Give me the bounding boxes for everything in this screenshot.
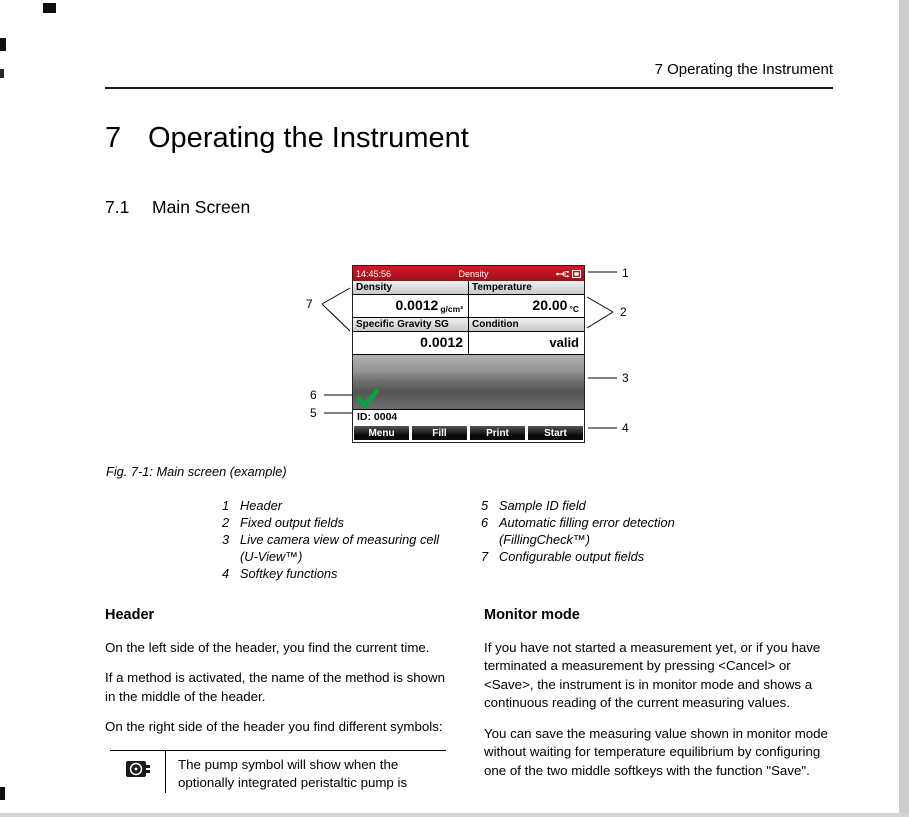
legend-item xyxy=(481,497,751,514)
figure-legend-left xyxy=(222,497,477,582)
pump-icon xyxy=(125,759,151,779)
legend-line: Configurable output fields xyxy=(499,549,645,564)
legend-number: 3 xyxy=(222,532,230,547)
legend-number: 6 xyxy=(481,515,489,530)
paragraph: If a method is activated, the name of the method is shown in the middle of the header. xyxy=(105,670,445,704)
scan-artifact xyxy=(43,3,56,13)
sample-id-field: ID: 0004 xyxy=(353,410,584,424)
scan-artifact xyxy=(0,38,6,51)
legend-item xyxy=(222,565,477,582)
legend-line: Softkey functions xyxy=(240,566,338,581)
section-number: 7.1 xyxy=(105,197,130,217)
softkey-menu: Menu xyxy=(354,426,409,440)
section-title xyxy=(105,197,250,218)
field-value-temperature: 20.00 °C xyxy=(469,295,584,317)
callout-3: 3 xyxy=(622,371,629,385)
screen-header-icons xyxy=(556,270,581,278)
legend-line: Automatic filling error detection xyxy=(499,515,675,530)
field-unit-temperature: °C xyxy=(569,303,579,314)
screen-header xyxy=(353,266,584,281)
page-edge-bottom xyxy=(0,813,909,817)
screen-output-fields xyxy=(353,281,584,354)
softkey-bar xyxy=(353,424,584,442)
callout-2: 2 xyxy=(620,305,627,319)
screen-method-name: Density xyxy=(458,268,489,279)
header-rule xyxy=(105,87,833,89)
scan-artifact xyxy=(0,787,5,800)
legend-item xyxy=(222,531,477,565)
softkey-print: Print xyxy=(470,426,525,440)
legend-line: (FillingCheck™) xyxy=(499,532,591,547)
field-value-condition: valid xyxy=(469,332,584,354)
paragraph: You can save the measuring value shown in monitor mode without waiting for temperature equilibrium by configuring one of the two middle softkeys with the function "Save". xyxy=(484,725,828,778)
legend-line: Live camera view of measuring cell xyxy=(240,532,440,547)
chapter-number: 7 xyxy=(105,122,122,154)
legend-item xyxy=(481,548,751,565)
screen-time: 14:45:56 xyxy=(356,268,392,279)
softkey-fill: Fill xyxy=(412,426,467,440)
column-left xyxy=(105,606,450,793)
paragraph: If you have not started a measurement yet, or if you have terminated a measurement by pressing <Cancel> or <Save>, the instrument is in monitor mode and shows a continuous reading of the current measuring values. xyxy=(484,639,821,710)
softkey-start: Start xyxy=(528,426,583,440)
legend-line: Header xyxy=(240,498,282,513)
checkmark-icon xyxy=(357,389,379,408)
legend-number: 7 xyxy=(481,549,489,564)
legend-number: 1 xyxy=(222,498,230,513)
pump-icon-cell xyxy=(110,751,166,793)
legend-number: 4 xyxy=(222,566,230,581)
callout-4: 4 xyxy=(622,421,629,435)
figure-caption: Fig. 7-1: Main screen (example) xyxy=(106,464,287,479)
chapter-title xyxy=(105,122,469,155)
running-header: 7 Operating the Instrument xyxy=(654,61,833,78)
callout-7: 7 xyxy=(306,297,313,311)
field-label-density: Density xyxy=(353,281,468,294)
column-right xyxy=(484,606,834,792)
chapter-name: Operating the Instrument xyxy=(148,122,469,154)
pump-symbol-row xyxy=(110,750,446,793)
field-value-specific-gravity: 0.0012 xyxy=(353,332,468,354)
legend-item xyxy=(222,514,477,531)
callout-6: 6 xyxy=(310,388,317,402)
field-label-specific-gravity: Specific Gravity SG xyxy=(353,318,468,331)
figure-main-screen xyxy=(300,258,640,454)
camera-view xyxy=(353,354,584,410)
legend-item xyxy=(481,514,751,548)
page-edge-right xyxy=(899,0,909,817)
legend-line: Fixed output fields xyxy=(240,515,344,530)
pump-symbol-text: The pump symbol will show when the optionally integrated peristaltic pump is xyxy=(178,756,408,790)
usb-icon xyxy=(556,270,570,278)
instrument-screen xyxy=(352,265,585,443)
section-name: Main Screen xyxy=(152,197,251,217)
legend-line: (U-View™) xyxy=(240,549,303,564)
storage-icon xyxy=(572,270,581,278)
figure-legend-right xyxy=(481,497,751,565)
legend-line: Sample ID field xyxy=(499,498,586,513)
field-value-density: 0.0012 g/cm³ xyxy=(353,295,468,317)
right-column-heading: Monitor mode xyxy=(484,607,580,623)
legend-number: 2 xyxy=(222,515,230,530)
legend-item xyxy=(222,497,477,514)
scan-artifact xyxy=(0,69,4,78)
callout-1: 1 xyxy=(622,266,629,280)
callout-5: 5 xyxy=(310,406,317,420)
field-label-condition: Condition xyxy=(469,318,584,331)
field-unit-density: g/cm³ xyxy=(440,303,463,314)
field-label-temperature: Temperature xyxy=(469,281,584,294)
paragraph: On the right side of the header you find different symbols: xyxy=(105,719,443,734)
left-column-heading: Header xyxy=(105,607,155,623)
paragraph: On the left side of the header, you find the current time. xyxy=(105,639,430,655)
legend-number: 5 xyxy=(481,498,489,513)
